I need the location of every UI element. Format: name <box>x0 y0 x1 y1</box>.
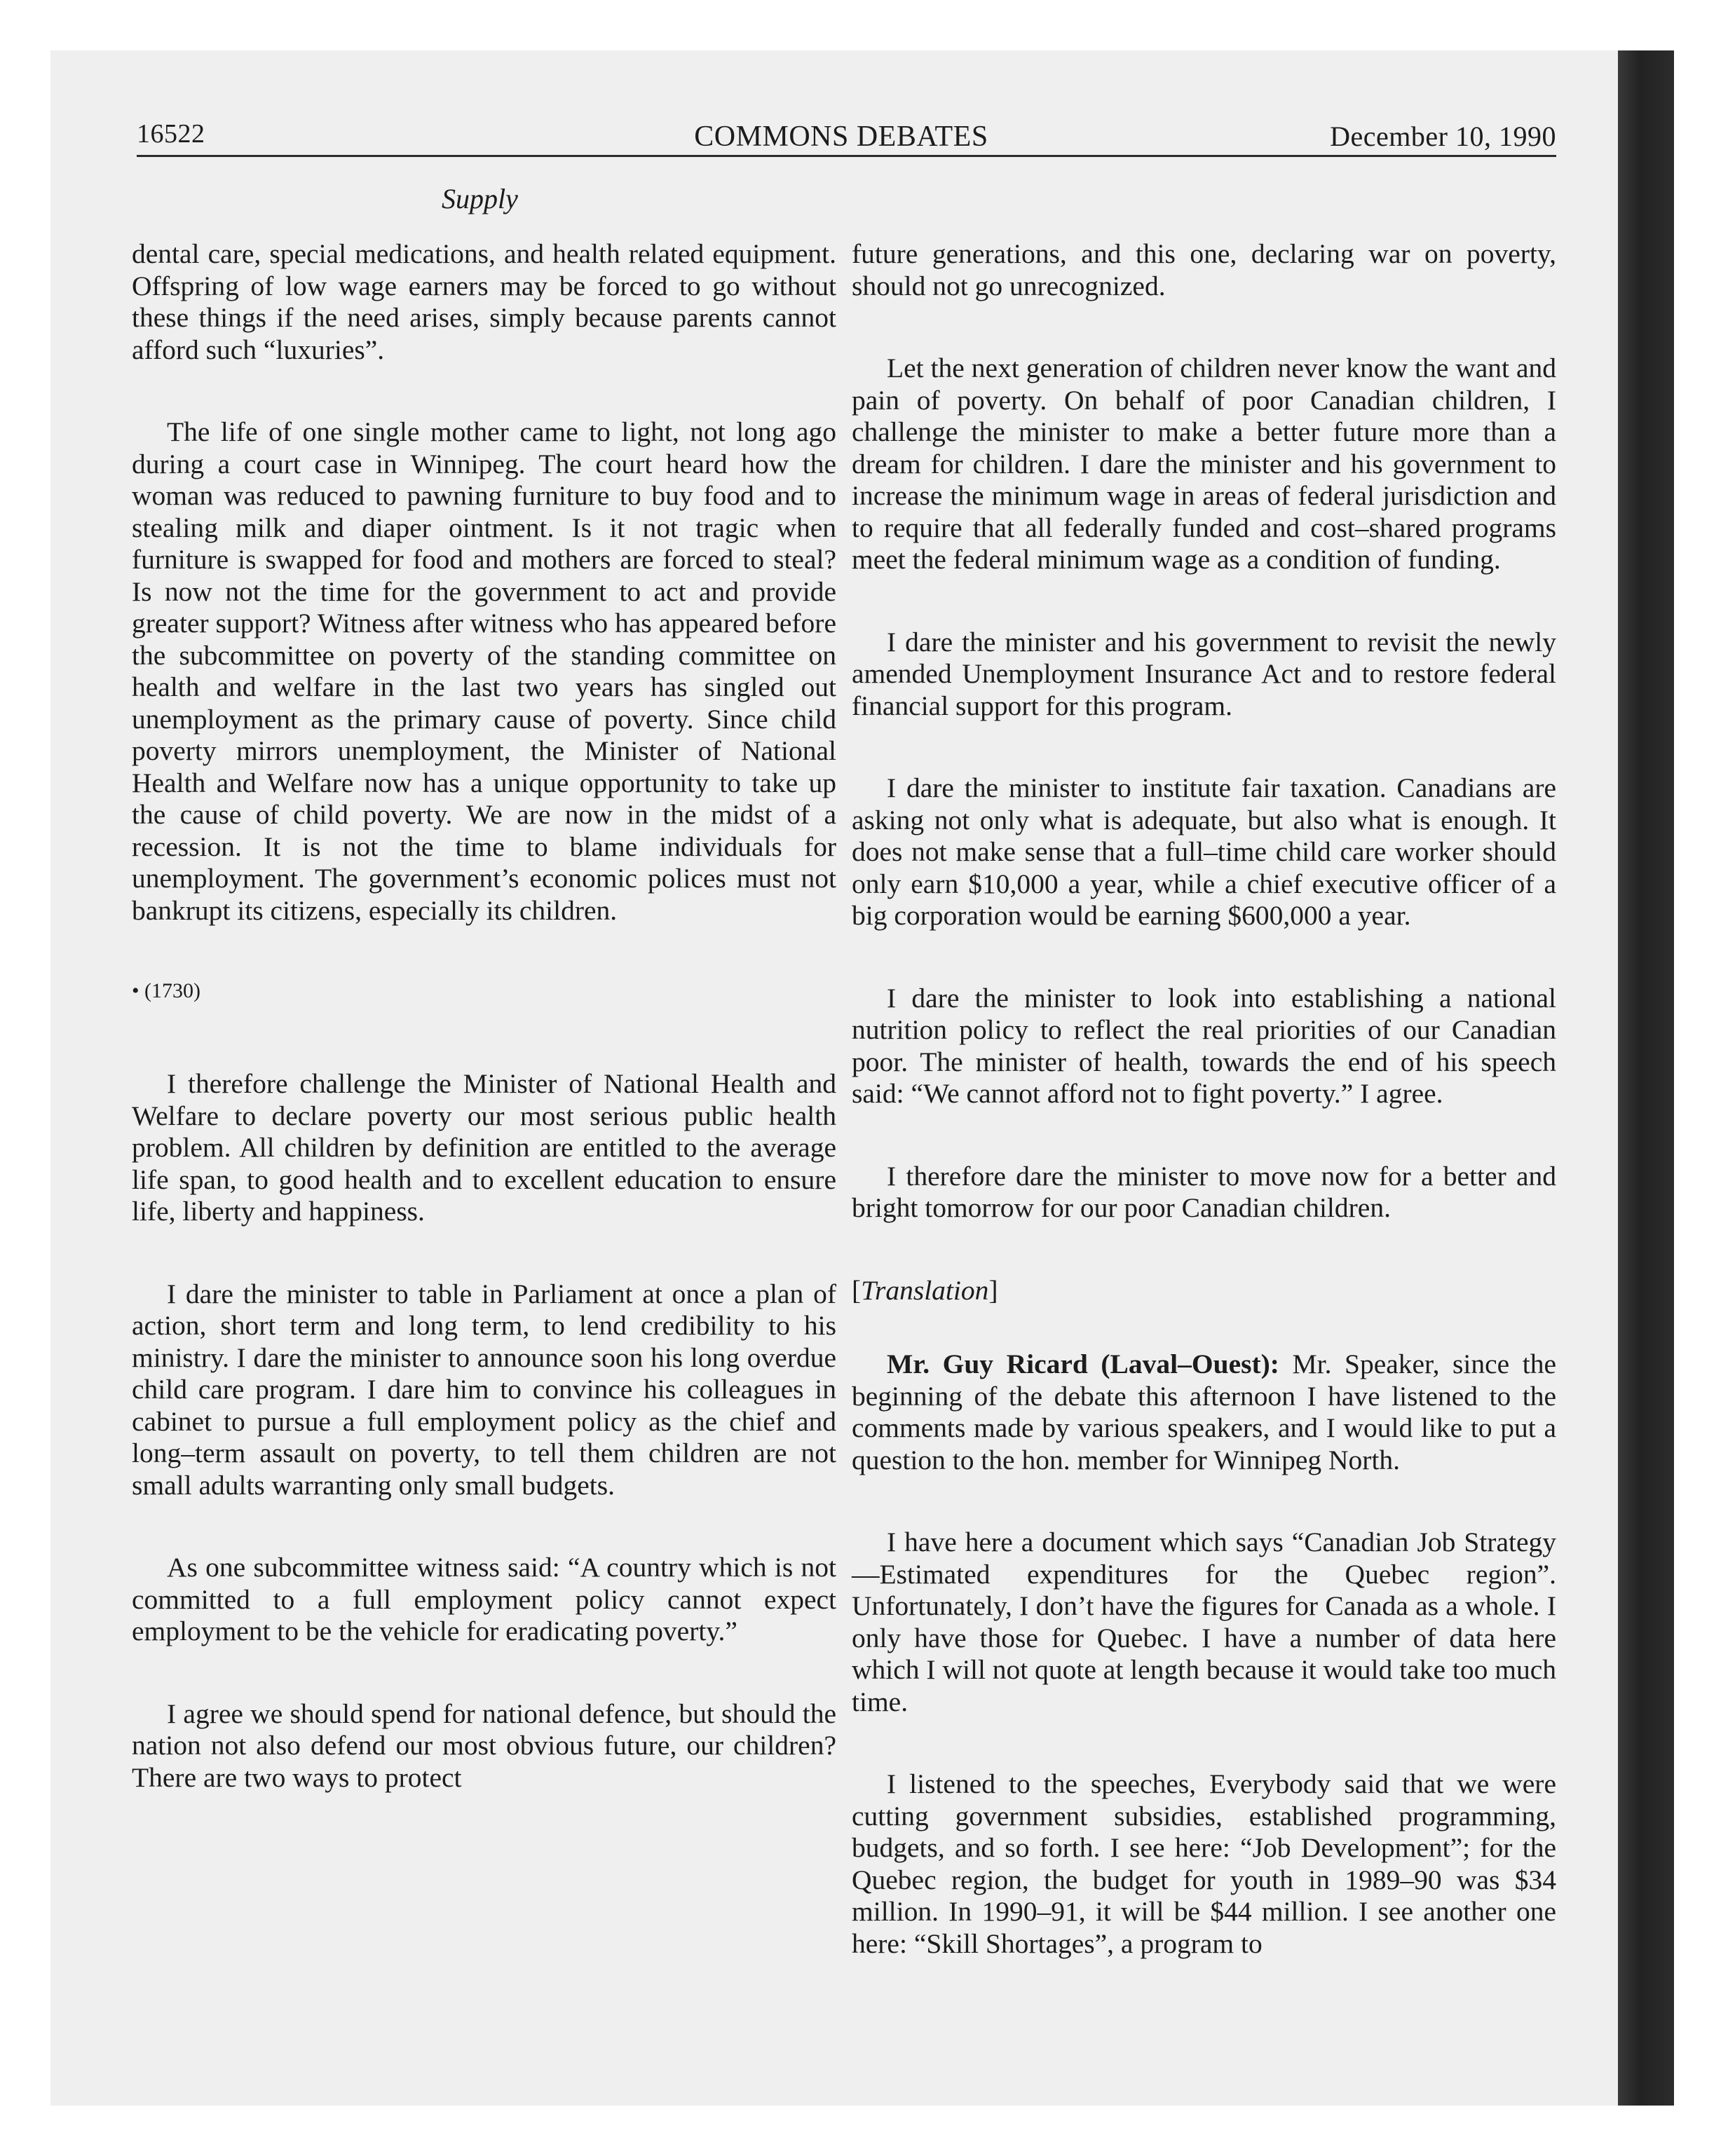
translation-label: Translation <box>861 1274 989 1306</box>
paragraph: I listened to the speeches, Everybody said that we were cutting government subsidies, established programming, budgets, and so forth. I see here: “Job Development”; for the Quebec region, the budget for youth in 1989–90 was $34 million. In 1990–91, it will be $44 million. I see another one here: “Skill Shortages”, a program to <box>852 1768 1556 1959</box>
paragraph: I dare the minister to table in Parliament at once a plan of action, short term and long term, to lend credibility to his ministry. I dare the minister to announce soon his long overdue child care program. I dare him to convince his colleagues in cabinet to pursue a full employment policy as the chief and long–term assault on poverty, to tell them children are not small adults warranting only small budgets. <box>132 1278 836 1501</box>
page-number: 16522 <box>137 119 205 149</box>
translation-bracket-open: [ <box>852 1274 862 1306</box>
paragraph: future generations, and this one, declaring war on poverty, should not go unrecognized. <box>852 238 1556 301</box>
left-column <box>132 238 836 1844</box>
paragraph: As one subcommittee witness said: “A country which is not committed to a full employment policy cannot expect employment to be the vehicle for eradicating poverty.” <box>132 1552 836 1646</box>
scanner-shadow-edge <box>1618 50 1674 2106</box>
speech-text: Mr. Speaker, since the beginning of the debate this afternoon I have listened to the comments made by various speakers, and I would like to put a question to the hon. member for Winnipeg North. <box>852 1349 1556 1475</box>
right-column <box>852 238 1556 2010</box>
header-rule <box>137 155 1556 157</box>
paragraph: I have here a document which says “Canadian Job Strategy—Estimated expenditures for the Quebec region”. Unfortunately, I don’t have the figures for Canada as a whole. I only have those for Quebec. I have a number of data here which I will not quote at length because it would take too much time. <box>852 1527 1556 1717</box>
paragraph: dental care, special medications, and health related equipment. Offspring of low wage earners may be forced to go without these things if the need arises, simply because parents cannot afford such “luxuries”. <box>132 238 836 365</box>
paragraph: I therefore dare the minister to move now for a better and bright tomorrow for our poor Canadian children. <box>852 1160 1556 1223</box>
translation-note <box>852 1275 1556 1307</box>
paragraph: I dare the minister to look into establishing a national nutrition policy to reflect the real priorities of our Canadian poor. The minister of health, towards the end of his speech said: “We cannot afford not to fight poverty.” I agree. <box>852 982 1556 1109</box>
publication-title: COMMONS DEBATES <box>694 121 988 153</box>
speaker-name: Mr. Guy Ricard (Laval–Ouest): <box>887 1349 1279 1379</box>
running-header <box>126 116 1556 158</box>
paragraph: I dare the minister to institute fair taxation. Canadians are asking not only what is adequate, but also what is enough. It does not make sense that a full–time child care worker should only earn $10,000 a year, while a chief executive officer of a big corporation would be earning $600,000 a year. <box>852 772 1556 931</box>
speech-paragraph <box>852 1349 1556 1476</box>
translation-bracket-close: ] <box>988 1274 998 1306</box>
paragraph: I agree we should spend for national defence, but should the nation not also defend our most obvious future, our children? There are two ways to protect <box>132 1698 836 1793</box>
paragraph: The life of one single mother came to light, not long ago during a court case in Winnipeg. The court heard how the woman was reduced to pawning furniture to buy food and to stealing milk and diaper ointment. Is it not tragic when furniture is swapped for food and mothers are forced to steal? Is now not the time for the government to act and provide greater support? Witness after witness who has appeared before the subcommittee on poverty of the standing committee on health and welfare in the last two years has singled out unemployment as the primary cause of poverty. Since child poverty mirrors unemployment, the Minister of National Health and Welfare now has a unique opportunity to take up the cause of child poverty. We are now in the midst of a recession. It is not the time to blame individuals for unemployment. The government’s economic polices must not bankrupt its citizens, especially its children. <box>132 416 836 926</box>
paragraph: I dare the minister and his government to revisit the newly amended Unemployment Insurance Act and to restore federal financial support for this program. <box>852 626 1556 721</box>
issue-date: December 10, 1990 <box>1330 121 1556 152</box>
paragraph: I therefore challenge the Minister of National Health and Welfare to declare poverty our most serious public health problem. All children by definition are entitled to the average life span, to good health and to excellent education to ensure life, liberty and happiness. <box>132 1068 836 1227</box>
section-title: Supply <box>442 183 518 214</box>
paragraph: Let the next generation of children never know the want and pain of poverty. On behalf of poor Canadian children, I challenge the minister to make a better future more than a dream for children. I dare the minister and his government to increase the minimum wage in areas of federal jurisdiction and to require that all federally funded and cost–shared programs meet the federal minimum wage as a condition of funding. <box>852 353 1556 575</box>
document-page <box>126 105 1556 1963</box>
time-marker: • (1730) <box>132 979 200 1002</box>
